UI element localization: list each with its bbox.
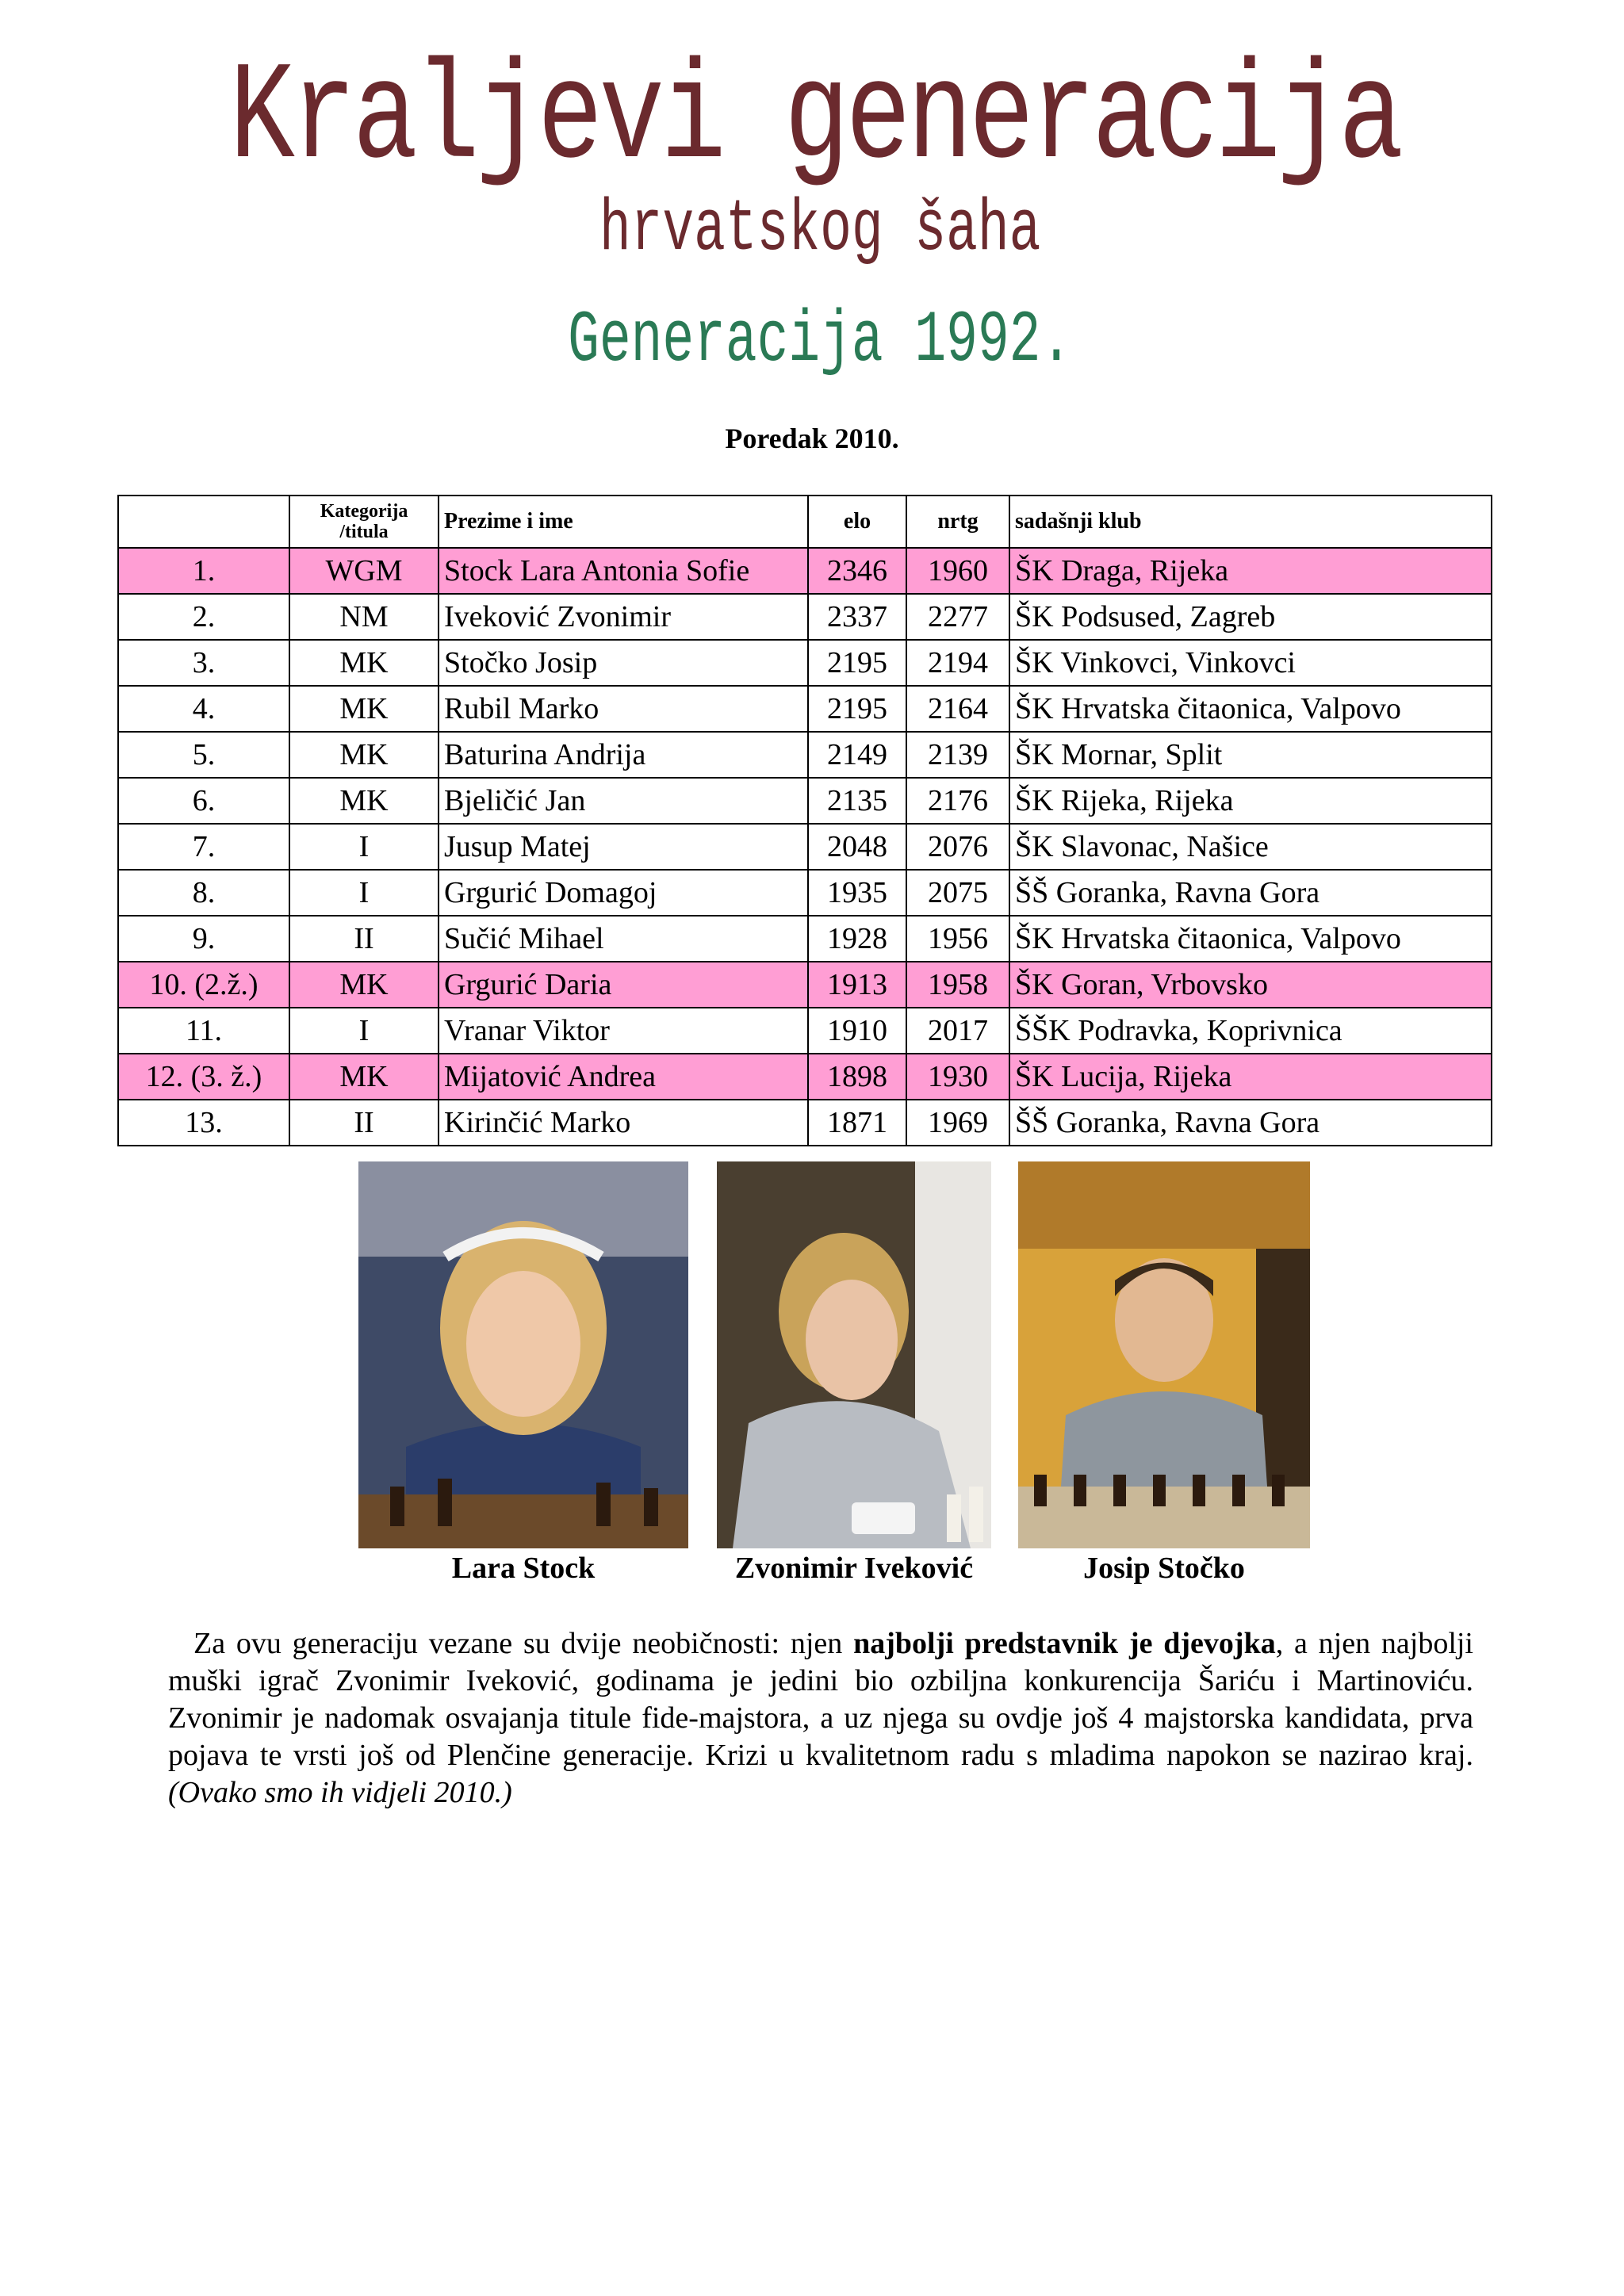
header-club: sadašnji klub bbox=[1009, 496, 1492, 548]
cell-elo: 2048 bbox=[808, 824, 906, 870]
cell-elo: 1898 bbox=[808, 1054, 906, 1100]
cell-nrtg: 1956 bbox=[906, 916, 1009, 962]
cell-category: MK bbox=[289, 778, 439, 824]
cell-category: II bbox=[289, 1100, 439, 1146]
cell-name: Grgurić Daria bbox=[439, 962, 808, 1008]
cell-name: Mijatović Andrea bbox=[439, 1054, 808, 1100]
table-row bbox=[118, 1054, 1492, 1100]
cell-club: ŠK Rijeka, Rijeka bbox=[1009, 778, 1492, 824]
cell-club: ŠK Goran, Vrbovsko bbox=[1009, 962, 1492, 1008]
table-row bbox=[118, 962, 1492, 1008]
cell-elo: 1935 bbox=[808, 870, 906, 916]
cell-club: ŠK Hrvatska čitaonica, Valpovo bbox=[1009, 916, 1492, 962]
cell-category: MK bbox=[289, 640, 439, 686]
cell-rank: 8. bbox=[118, 870, 289, 916]
cell-elo: 2195 bbox=[808, 686, 906, 732]
page-title: Kraljevi generacija bbox=[229, 40, 1400, 198]
table-row bbox=[118, 548, 1492, 594]
cell-category: MK bbox=[289, 732, 439, 778]
photo-josip-stocko-image bbox=[1018, 1161, 1310, 1548]
header-nrtg: nrtg bbox=[906, 496, 1009, 548]
cell-elo: 2195 bbox=[808, 640, 906, 686]
cell-category: WGM bbox=[289, 548, 439, 594]
cell-elo: 2149 bbox=[808, 732, 906, 778]
header-category: Kategorija /titula bbox=[289, 496, 439, 548]
ranking-table bbox=[117, 495, 1492, 1146]
cell-club: ŠŠ Goranka, Ravna Gora bbox=[1009, 870, 1492, 916]
photo-zvonimir-ivekovic bbox=[717, 1161, 991, 1548]
table-row bbox=[118, 1008, 1492, 1054]
cell-category: MK bbox=[289, 686, 439, 732]
cell-rank: 2. bbox=[118, 594, 289, 640]
cell-rank: 9. bbox=[118, 916, 289, 962]
photo-lara-stock bbox=[358, 1161, 688, 1548]
cell-elo: 1913 bbox=[808, 962, 906, 1008]
cell-rank: 5. bbox=[118, 732, 289, 778]
page-subtitle: hrvatskog šaha bbox=[599, 188, 1041, 271]
cell-club: ŠK Podsused, Zagreb bbox=[1009, 594, 1492, 640]
paragraph-bold: najbolji predstavnik je djevojka bbox=[853, 1627, 1276, 1660]
cell-nrtg: 1958 bbox=[906, 962, 1009, 1008]
cell-club: ŠK Hrvatska čitaonica, Valpovo bbox=[1009, 686, 1492, 732]
cell-club: ŠK Lucija, Rijeka bbox=[1009, 1054, 1492, 1100]
table-row bbox=[118, 732, 1492, 778]
table-row bbox=[118, 916, 1492, 962]
cell-nrtg: 1969 bbox=[906, 1100, 1009, 1146]
cell-name: Sučić Mihael bbox=[439, 916, 808, 962]
generation-heading: Generacija 1992. bbox=[568, 299, 1073, 382]
cell-club: ŠK Mornar, Split bbox=[1009, 732, 1492, 778]
table-row bbox=[118, 824, 1492, 870]
cell-club: ŠK Vinkovci, Vinkovci bbox=[1009, 640, 1492, 686]
cell-elo: 2346 bbox=[808, 548, 906, 594]
cell-category: NM bbox=[289, 594, 439, 640]
cell-name: Stočko Josip bbox=[439, 640, 808, 686]
paragraph-text-2: , a njen najbolji muški igrač Zvonimir Iveković, godinama je jedini bio ozbiljna konkurencija Šariću i Martinoviću. Zvonimir je nadomak osvajanja titule fide-majstora, a uz njega su ovdje još 4 majstorska kandidata, prva pojava te vrsti još od Plenčine generacije. Krizi u kvalitetnom radu s mladima napokon se nazirao kraj. bbox=[168, 1627, 1473, 1772]
cell-name: Rubil Marko bbox=[439, 686, 808, 732]
cell-rank: 4. bbox=[118, 686, 289, 732]
cell-rank: 10. (2.ž.) bbox=[118, 962, 289, 1008]
cell-nrtg: 2164 bbox=[906, 686, 1009, 732]
header-elo: elo bbox=[808, 496, 906, 548]
cell-category: I bbox=[289, 870, 439, 916]
cell-nrtg: 2176 bbox=[906, 778, 1009, 824]
photo-josip-stocko bbox=[1018, 1161, 1310, 1548]
cell-name: Iveković Zvonimir bbox=[439, 594, 808, 640]
paragraph-text-1: Za ovu generaciju vezane su dvije neobičnosti: njen bbox=[193, 1627, 854, 1660]
photo-lara-stock-image bbox=[358, 1161, 688, 1548]
cell-nrtg: 2194 bbox=[906, 640, 1009, 686]
table-row bbox=[118, 870, 1492, 916]
photo-zvonimir-ivekovic-image bbox=[717, 1161, 991, 1548]
cell-name: Grgurić Domagoj bbox=[439, 870, 808, 916]
cell-name: Kirinčić Marko bbox=[439, 1100, 808, 1146]
cell-category: MK bbox=[289, 962, 439, 1008]
cell-club: ŠK Slavonac, Našice bbox=[1009, 824, 1492, 870]
cell-name: Jusup Matej bbox=[439, 824, 808, 870]
table-row bbox=[118, 1100, 1492, 1146]
cell-elo: 1871 bbox=[808, 1100, 906, 1146]
table-row bbox=[118, 594, 1492, 640]
cell-rank: 12. (3. ž.) bbox=[118, 1054, 289, 1100]
intro-paragraph bbox=[168, 1625, 1473, 1812]
cell-name: Stock Lara Antonia Sofie bbox=[439, 548, 808, 594]
cell-name: Bjeličić Jan bbox=[439, 778, 808, 824]
cell-nrtg: 2075 bbox=[906, 870, 1009, 916]
cell-elo: 2135 bbox=[808, 778, 906, 824]
cell-nrtg: 1960 bbox=[906, 548, 1009, 594]
cell-nrtg: 2277 bbox=[906, 594, 1009, 640]
cell-rank: 1. bbox=[118, 548, 289, 594]
cell-category: II bbox=[289, 916, 439, 962]
cell-nrtg: 1930 bbox=[906, 1054, 1009, 1100]
table-row bbox=[118, 686, 1492, 732]
cell-rank: 7. bbox=[118, 824, 289, 870]
cell-club: ŠK Draga, Rijeka bbox=[1009, 548, 1492, 594]
cell-nrtg: 2017 bbox=[906, 1008, 1009, 1054]
cell-elo: 1928 bbox=[808, 916, 906, 962]
caption-josip-stocko: Josip Stočko bbox=[1083, 1552, 1245, 1585]
paragraph-italic: (Ovako smo ih vidjeli 2010.) bbox=[168, 1776, 512, 1809]
cell-club: ŠŠ Goranka, Ravna Gora bbox=[1009, 1100, 1492, 1146]
cell-category: I bbox=[289, 1008, 439, 1054]
cell-elo: 1910 bbox=[808, 1008, 906, 1054]
caption-zvonimir-ivekovic: Zvonimir Iveković bbox=[734, 1552, 974, 1585]
cell-rank: 6. bbox=[118, 778, 289, 824]
cell-rank: 13. bbox=[118, 1100, 289, 1146]
table-row bbox=[118, 778, 1492, 824]
table-row bbox=[118, 640, 1492, 686]
cell-nrtg: 2076 bbox=[906, 824, 1009, 870]
header-rank bbox=[118, 496, 289, 548]
cell-category: I bbox=[289, 824, 439, 870]
cell-rank: 11. bbox=[118, 1008, 289, 1054]
cell-name: Vranar Viktor bbox=[439, 1008, 808, 1054]
cell-name: Baturina Andrija bbox=[439, 732, 808, 778]
cell-club: ŠŠK Podravka, Koprivnica bbox=[1009, 1008, 1492, 1054]
cell-nrtg: 2139 bbox=[906, 732, 1009, 778]
cell-rank: 3. bbox=[118, 640, 289, 686]
cell-category: MK bbox=[289, 1054, 439, 1100]
table-header-row bbox=[118, 496, 1492, 548]
header-name: Prezime i ime bbox=[439, 496, 808, 548]
ranking-heading: Poredak 2010. bbox=[725, 423, 899, 454]
cell-elo: 2337 bbox=[808, 594, 906, 640]
caption-lara-stock: Lara Stock bbox=[451, 1552, 596, 1585]
